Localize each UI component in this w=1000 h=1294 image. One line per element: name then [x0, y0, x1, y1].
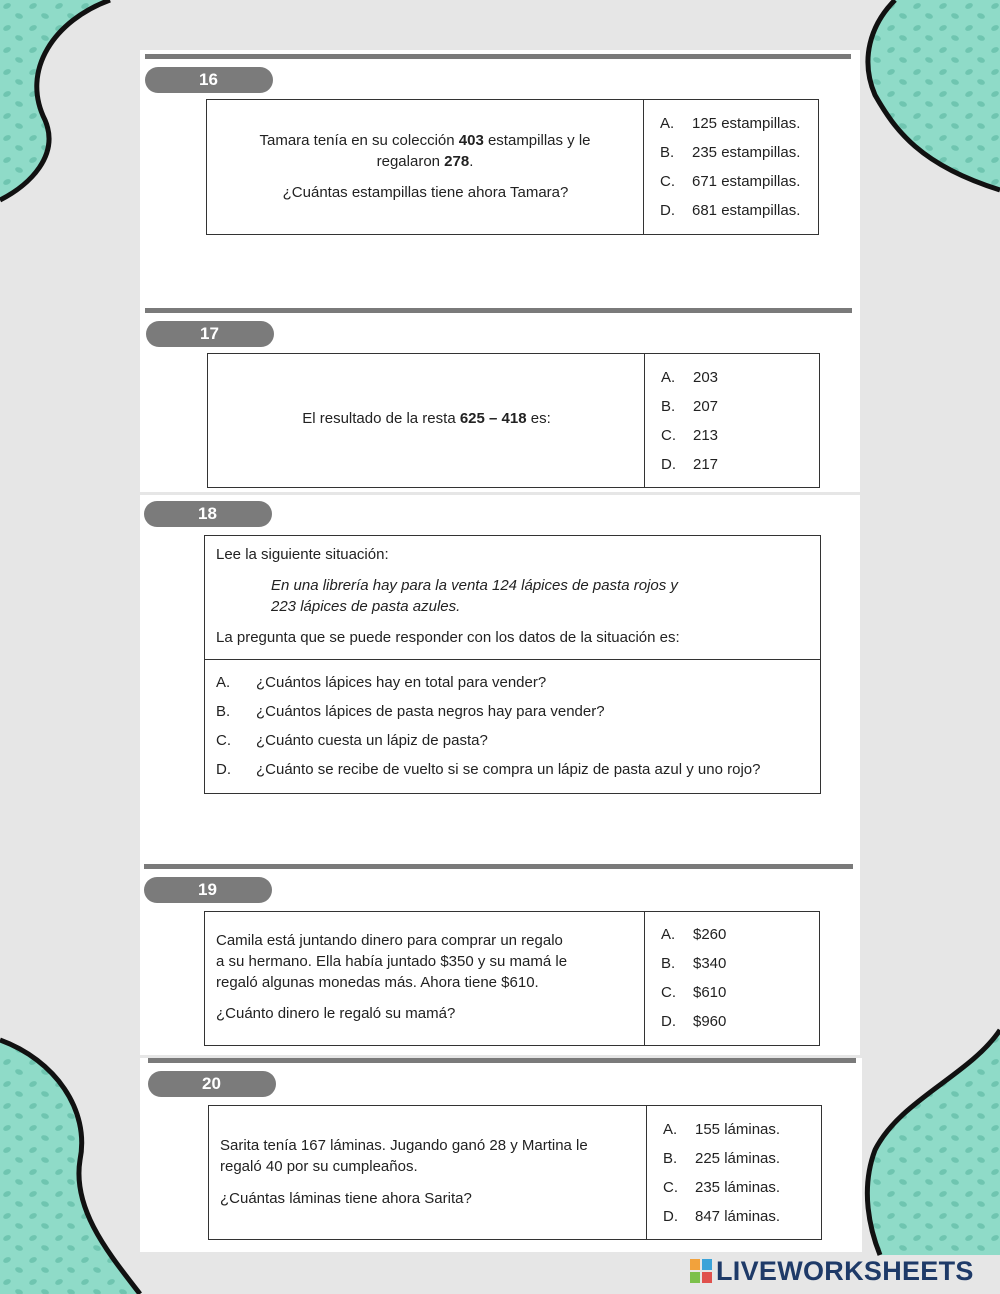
option-d[interactable]: D. 217: [661, 456, 719, 473]
question-18-options-box: [204, 659, 821, 794]
option-c[interactable]: C. 235 láminas.: [663, 1179, 781, 1196]
question-stem: [205, 912, 645, 1045]
question-number-badge: 20: [148, 1071, 276, 1097]
section-rule: [145, 308, 852, 313]
stem-text: El resultado de la resta 625 – 418 es:: [302, 410, 551, 427]
option-a[interactable]: A. 203: [661, 369, 719, 386]
question-16-box: [206, 99, 819, 235]
section-rule: [148, 1058, 856, 1063]
option-a[interactable]: A. ¿Cuántos lápices hay en total para vender?: [216, 674, 547, 691]
option-c[interactable]: C. 213: [661, 427, 719, 444]
logo-badge-icon: [690, 1259, 712, 1283]
answer-options: [645, 1106, 821, 1239]
option-a[interactable]: A. $260: [661, 926, 727, 943]
question-number-badge: 19: [144, 877, 272, 903]
option-d[interactable]: D. $960: [661, 1013, 727, 1030]
option-c[interactable]: C. $610: [661, 984, 727, 1001]
option-d[interactable]: D. 681 estampillas.: [660, 202, 801, 219]
intro-text: Lee la siguiente situación:: [216, 546, 389, 563]
question-stem: [207, 100, 644, 234]
option-a[interactable]: A. 155 láminas.: [663, 1121, 781, 1138]
answer-options: [643, 912, 819, 1045]
question-text: ¿Cuántas láminas tiene ahora Sarita?: [220, 1190, 472, 1207]
question-20-box: [208, 1105, 822, 1240]
situation-text: En una librería hay para la venta 124 lápices de pasta rojos y 223 lápices de pasta azules.: [271, 577, 678, 615]
question-number-badge: 18: [144, 501, 272, 527]
option-b[interactable]: B. $340: [661, 955, 727, 972]
question-text: ¿Cuántas estampillas tiene ahora Tamara?: [282, 184, 569, 201]
question-stem: [208, 354, 645, 487]
question-number-badge: 16: [145, 67, 273, 93]
stem-text: Camila está juntando dinero para comprar un regalo a su hermano. Ella había juntado $350 y su mamá le regaló algunas monedas más. Ahora tiene $610.: [216, 932, 568, 991]
option-b[interactable]: B. ¿Cuántos lápices de pasta negros hay para vender?: [216, 703, 605, 720]
question-stem: [209, 1106, 647, 1239]
option-b[interactable]: B. 207: [661, 398, 719, 415]
question-17-box: [207, 353, 820, 488]
option-b[interactable]: B. 235 estampillas.: [660, 144, 801, 161]
blob-bottom-right: [867, 1030, 1000, 1255]
option-c[interactable]: C. 671 estampillas.: [660, 173, 801, 190]
option-d[interactable]: D. 847 láminas.: [663, 1208, 781, 1225]
question-18-stem-box: [204, 535, 821, 660]
question-number-badge: 17: [146, 321, 274, 347]
stem-text: Sarita tenía 167 láminas. Jugando ganó 28 y Martina le regaló 40 por su cumpleaños.: [220, 1137, 588, 1175]
option-c[interactable]: C. ¿Cuánto cuesta un lápiz de pasta?: [216, 732, 488, 749]
blob-bottom-left: [0, 1040, 140, 1294]
section-rule: [144, 864, 853, 869]
section-rule: [145, 54, 851, 59]
question-text: ¿Cuánto dinero le regaló su mamá?: [216, 1005, 456, 1022]
brand-wordmark: LIVEWORKSHEETS: [716, 1255, 974, 1286]
question-text: La pregunta que se puede responder con los datos de la situación es:: [216, 629, 680, 646]
option-d[interactable]: D. ¿Cuánto se recibe de vuelto si se compra un lápiz de pasta azul y uno rojo?: [216, 761, 761, 778]
blob-top-left: [0, 0, 110, 200]
option-b[interactable]: B. 225 láminas.: [663, 1150, 781, 1167]
question-19-box: [204, 911, 820, 1046]
answer-options: [642, 100, 818, 234]
liveworksheets-logo[interactable]: [690, 1256, 974, 1286]
option-a[interactable]: A. 125 estampillas.: [660, 115, 801, 132]
stem-text: Tamara tenía en su colección 403 estampillas y le regalaron 278.: [259, 132, 591, 170]
answer-options: [643, 354, 819, 487]
